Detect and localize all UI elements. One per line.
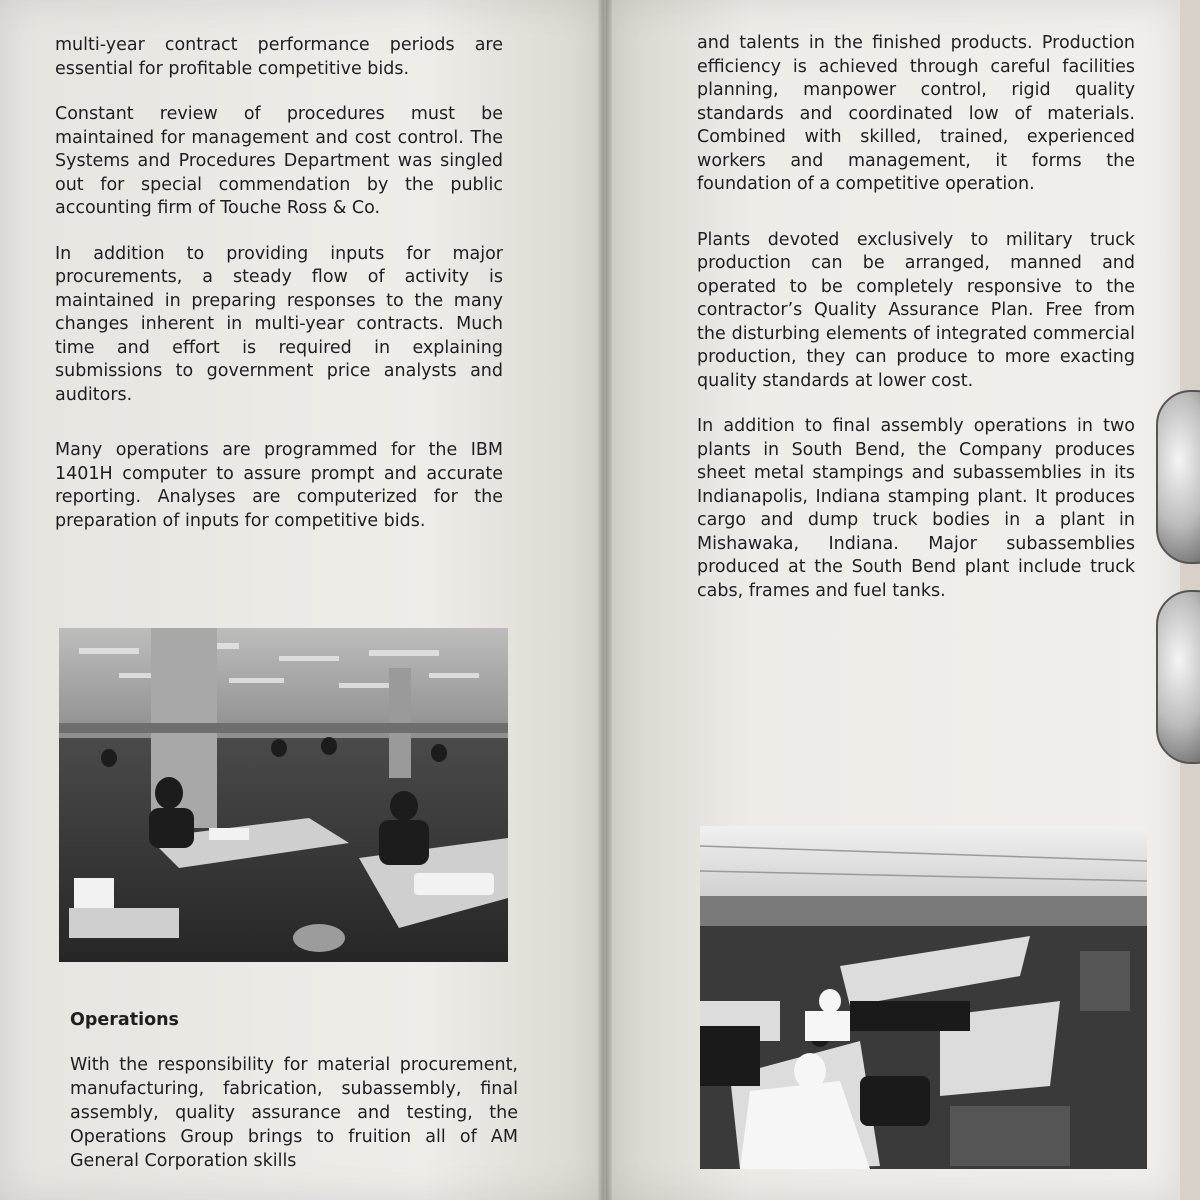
operations-paragraph: With the responsibility for material procurement, manufacturing, fabrication, subassembly, final assembly, quality assurance and testing, the Operations Group brings to fruition all of AM General Corporation skills [70, 1055, 518, 1171]
office-photo-left [59, 628, 508, 962]
right-paragraph-1: and talents in the finished products. Production efficiency is achieved through careful facilities planning, manpower control, rigid quality standards and coordinated low of materials. Combined with skilled, trained, experienced workers and management, it forms the foundation of a competitive operation. [697, 33, 1135, 194]
office-photo-icon [700, 826, 1147, 1169]
left-paragraph-3: In addition to providing inputs for major procurements, a steady flow of activity is maintained in preparing responses to the many changes inherent in multi-year contracts. Much time and effort is required in explaining submissions to government price analysts and auditors. [55, 243, 503, 405]
operations-heading: Operations [70, 1010, 179, 1030]
page-gutter [598, 0, 612, 1200]
left-paragraph-4: Many operations are programmed for the IBM 1401H computer to assure prompt and accurate reporting. Analyses are computerized for the preparation of inputs for competitive bids. [55, 440, 503, 531]
binder-ring-upper [1156, 390, 1200, 564]
left-text-column [55, 34, 503, 533]
right-text-column [697, 32, 1135, 603]
right-paragraph-2: Plants devoted exclusively to military truck production can be arranged, manned and operated to be completely responsive to the contractor’s Quality Assurance Plan. Free from the disturbing elements of integrated commercial production, they can produce to more exacting quality standards at lower cost. [697, 229, 1135, 391]
left-paragraph-2: Constant review of procedures must be maintained for management and cost control. The Systems and Procedures Department was singled out for special commendation by the public accounting firm of Touche Ross & Co. [55, 104, 503, 218]
binder-ring-lower [1156, 590, 1200, 764]
office-photo-icon [59, 628, 508, 962]
office-photo-right [700, 826, 1147, 1169]
left-paragraph-1: multi-year contract performance periods are essential for profitable competitive bids. [55, 35, 503, 79]
right-paragraph-3: In addition to final assembly operations in two plants in South Bend, the Company produces sheet metal stampings and subassemblies in its Indianapolis, Indiana stamping plant. It produces cargo and dump truck bodies in a plant in Mishawaka, Indiana. Major subassemblies produced at the South Bend plant include truck cabs, frames and fuel tanks. [697, 416, 1135, 601]
